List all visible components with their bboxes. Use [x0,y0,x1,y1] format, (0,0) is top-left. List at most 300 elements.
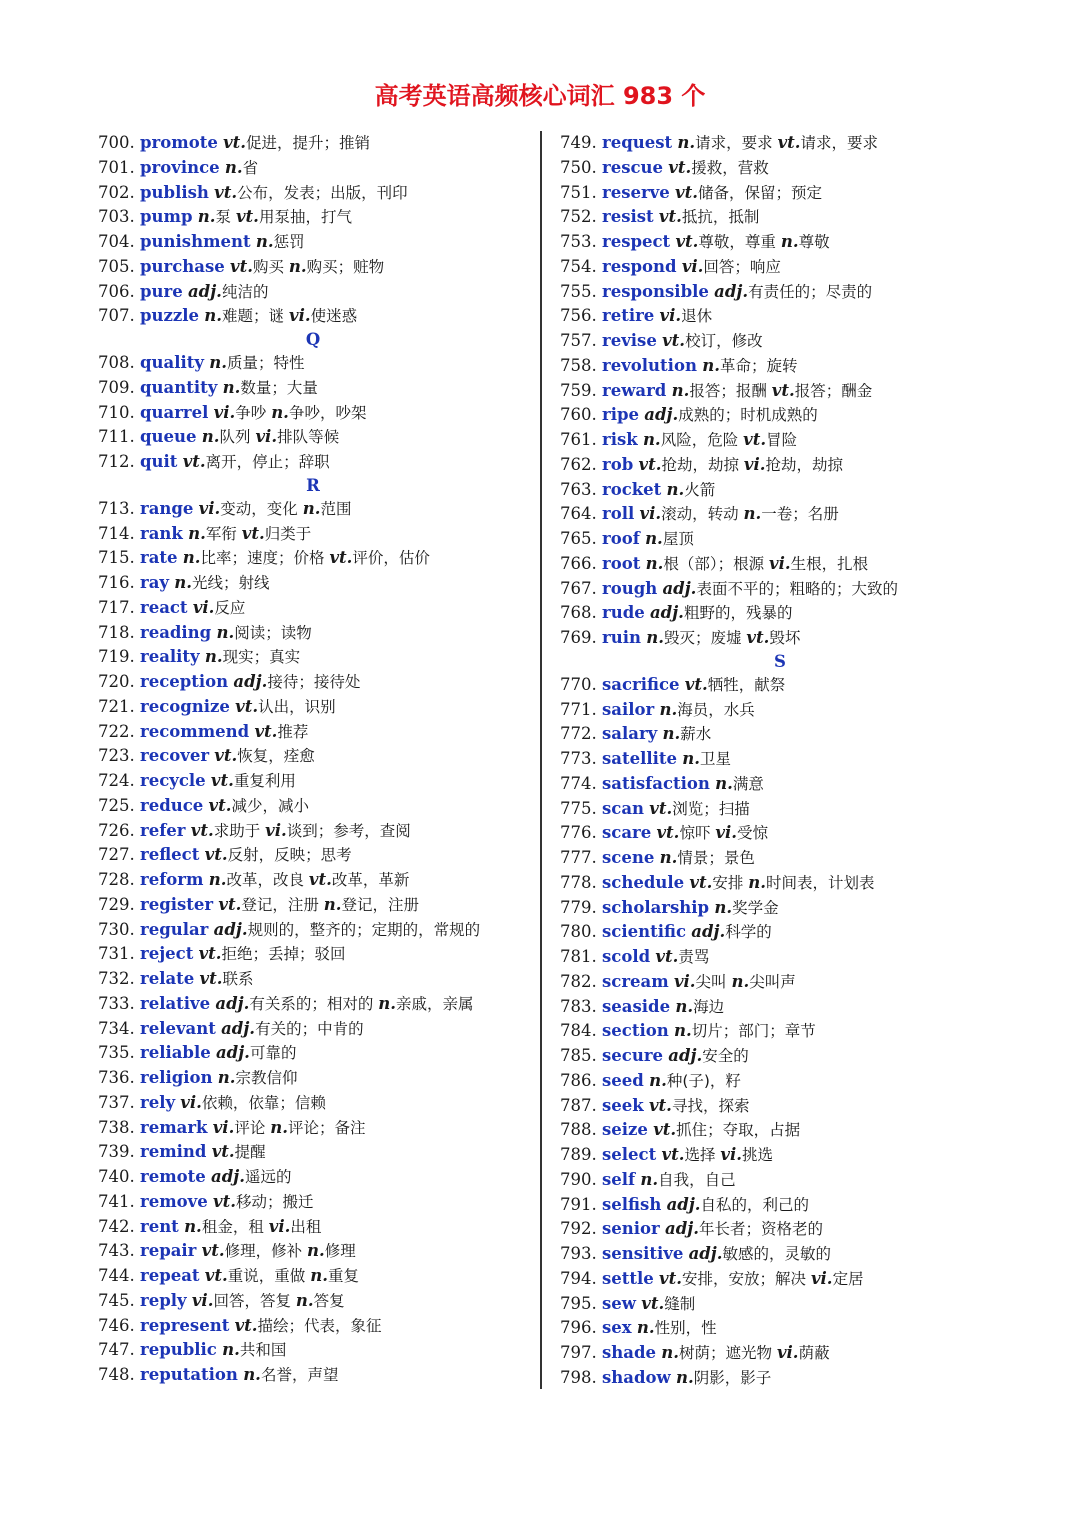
vocab-entry [98,1314,528,1339]
part-of-speech: n. [702,355,720,375]
definition: 海员，水兵 [677,700,755,719]
entry-number: 756. [560,306,597,326]
definition: 遥远的 [244,1168,292,1186]
entry-number: 797. [560,1343,597,1362]
entry-word: satisfaction [602,773,710,793]
part-of-speech: vi. [810,1268,833,1288]
part-of-speech: n. [715,773,733,793]
part-of-speech: vt. [655,947,679,966]
definition: 荫蔽 [798,1344,830,1362]
definition: 争吵 [235,403,272,422]
definition: 推荐 [277,722,309,741]
part-of-speech: n. [310,1266,328,1285]
entry-number: 783. [560,996,597,1016]
vocab-entry [98,794,528,819]
definition: 求助于 [213,821,266,840]
vocab-entry [560,797,1000,822]
entry-number: 768. [560,603,597,623]
entry-word: revise [602,331,657,350]
definition: 退休 [681,307,713,326]
entry-number: 793. [560,1244,597,1263]
entry-word: request [602,133,673,152]
vocab-entry [98,967,528,992]
definition: 毁坏 [769,629,801,647]
entry-number: 723. [98,746,135,766]
part-of-speech: n. [307,1241,325,1261]
part-of-speech: n. [645,553,664,573]
entry-word: pump [140,207,193,227]
entry-word: recommend [140,721,250,741]
part-of-speech: n. [675,1367,694,1387]
vocab-entry [560,131,1000,156]
vocab-entry [98,645,528,670]
part-of-speech: vi. [639,504,662,524]
definition: 惊吓 [679,824,716,843]
entry-number: 765. [560,529,597,548]
definition: 泵 [215,208,236,227]
vocab-entry [98,425,528,450]
definition: 重复 [327,1267,359,1285]
definition: 评价，估价 [352,549,430,568]
entry-number: 724. [98,771,135,790]
definition: 缝制 [664,1294,696,1313]
entry-number: 733. [98,993,135,1013]
entry-number: 709. [98,377,135,397]
entry-word: reliable [140,1043,211,1063]
definition: 拒绝；丢掉；驳回 [221,945,346,964]
entry-word: province [140,157,220,177]
part-of-speech: n. [224,157,243,177]
definition: 公布，发表；出版，刊印 [237,183,408,202]
entry-number: 776. [560,823,597,843]
page-title: 高考英语高频核心词汇 983 个 [374,82,706,110]
definition: 科学的 [725,923,772,942]
part-of-speech: vt. [211,1142,235,1162]
definition: 比率；速度；价格 [200,549,330,568]
entry-word: self [602,1169,636,1189]
entry-word: section [602,1021,669,1041]
vocab-entry [560,527,1000,552]
entry-number: 730. [98,919,135,939]
part-of-speech: vt. [668,157,692,177]
vocab-entry [560,673,1000,698]
definition: 安排 [712,873,749,892]
vocab-entry [98,843,528,868]
part-of-speech: n. [174,573,192,592]
entry-word: relative [140,993,211,1013]
definition: 卫星 [700,750,732,768]
definition: 牺牲，献祭 [707,675,786,694]
entry-word: remind [140,1142,207,1162]
vocab-entry [98,1140,528,1165]
entry-number: 722. [98,721,135,741]
entry-word: reject [140,944,194,964]
part-of-speech: adj. [691,922,726,942]
definition: 评论 [234,1118,271,1137]
entry-number: 772. [560,724,597,744]
vocab-entry [98,401,528,426]
entry-word: rate [140,548,178,568]
entry-number: 796. [560,1318,597,1338]
vocab-entry [98,1239,528,1264]
vocab-entry [560,230,1000,255]
entry-word: retire [602,306,655,326]
vocab-entry [98,596,528,621]
entry-number: 790. [560,1169,597,1189]
entry-word: reputation [140,1365,238,1384]
vocab-entry [98,546,528,571]
vocab-entry [98,744,528,769]
vocab-entry [560,1193,1000,1218]
definition: 登记，注册 [241,895,324,914]
definition: 根（部）；根源 [663,554,770,573]
entry-number: 743. [98,1241,135,1261]
entry-number: 749. [560,133,597,152]
vocab-entry [560,428,1000,453]
entry-word: sensitive [602,1244,684,1263]
part-of-speech: vt. [230,256,253,276]
part-of-speech: n. [288,256,307,276]
part-of-speech: n. [649,1070,667,1090]
part-of-speech: vt. [653,1120,677,1140]
part-of-speech: vt. [656,823,680,843]
part-of-speech: n. [243,1365,261,1384]
definition: 登记，注册 [341,895,420,914]
vocab-entry [560,1069,1000,1094]
definition: 恢复，痊愈 [237,747,315,766]
part-of-speech: n. [645,529,663,548]
vocab-entry [98,942,528,967]
entry-word: rob [602,454,634,474]
entry-word: sacrifice [602,674,680,694]
definition: 定居 [832,1269,864,1288]
entry-number: 740. [98,1167,135,1186]
definition: 时间表，计划表 [766,873,875,892]
vocab-entry [560,304,1000,329]
part-of-speech: vt. [214,182,238,202]
definition: 购买 [252,257,289,276]
definition: 队列 [219,428,256,447]
entry-word: scientific [602,922,687,942]
definition: 尊敬，尊重 [698,233,781,251]
part-of-speech: vt. [190,820,214,840]
entry-word: seed [602,1070,644,1090]
definition: 尖叫 [695,972,732,991]
part-of-speech: vi. [720,1145,742,1164]
entry-word: select [602,1145,657,1164]
entry-number: 739. [98,1142,135,1162]
definition: 海边 [693,997,725,1016]
part-of-speech: adj. [215,1043,250,1063]
vocab-entry [560,821,1000,846]
entry-word: quality [140,353,204,372]
definition: 改革，革新 [331,871,410,889]
entry-number: 731. [98,944,135,964]
definition: 促进，提升；推销 [246,134,371,152]
definition: 现实；真实 [222,648,301,667]
vocab-entry [560,772,1000,797]
entry-word: reduce [140,795,204,815]
entry-word: seize [602,1120,648,1140]
vocab-entry [98,1338,528,1363]
entry-number: 784. [560,1021,597,1041]
entry-number: 791. [560,1194,597,1214]
entry-number: 795. [560,1293,597,1313]
vocab-entry [560,1217,1000,1242]
definition: 校订，修改 [685,332,763,350]
part-of-speech: adj. [233,672,268,691]
entry-number: 767. [560,578,597,598]
entry-word: settle [602,1268,654,1288]
part-of-speech: vt. [662,331,686,350]
part-of-speech: adj. [666,1194,701,1214]
entry-word: rescue [602,157,664,177]
definition: 质量；特性 [226,354,305,372]
vocab-entry [98,1041,528,1066]
part-of-speech: n. [636,1318,655,1338]
entry-number: 769. [560,628,597,647]
vocab-entry [560,626,1000,651]
vocab-entry [560,205,1000,230]
entry-word: scholarship [602,897,710,917]
entry-number: 704. [98,232,135,251]
part-of-speech: n. [323,894,342,914]
definition: 表面不平的；粗略的；大致的 [696,579,898,598]
entry-word: sew [602,1293,636,1313]
definition: 安全的 [702,1047,749,1065]
definition: 屋顶 [662,530,694,548]
part-of-speech: adj. [644,405,679,425]
definition: 生根，扎根 [790,554,869,573]
entry-word: repair [140,1241,197,1261]
vocab-entry [560,1143,1000,1168]
vocab-entry [560,722,1000,747]
entry-number: 753. [560,232,597,251]
part-of-speech: n. [197,207,216,227]
part-of-speech: n. [208,870,227,889]
part-of-speech: adj. [665,1219,699,1239]
entry-word: resist [602,207,654,227]
part-of-speech: n. [659,848,678,867]
part-of-speech: n. [666,479,685,499]
definition: 树荫；遮光物 [679,1344,777,1362]
entry-word: regular [140,919,209,939]
vocab-entry [98,720,528,745]
part-of-speech: n. [731,971,750,991]
definition: 自我，自己 [658,1170,736,1189]
entry-word: shade [602,1343,657,1362]
part-of-speech: vt. [638,454,662,474]
definition: 毁灭；废墟 [663,629,747,647]
part-of-speech: vt. [198,944,222,964]
part-of-speech: adj. [714,281,749,301]
part-of-speech: vt. [658,207,682,227]
entry-word: relate [140,969,195,988]
entry-word: puzzle [140,306,200,326]
part-of-speech: n. [255,232,274,251]
entry-number: 781. [560,947,597,966]
vocab-entry [98,670,528,695]
definition: 安排，安放；解决 [682,1269,811,1288]
entry-word: reading [140,622,212,642]
entry-number: 773. [560,749,597,768]
entry-word: secure [602,1046,664,1065]
entry-number: 737. [98,1092,135,1112]
entry-word: roof [602,529,640,548]
part-of-speech: n. [673,1021,692,1041]
entry-number: 747. [98,1340,135,1360]
definition: 风险，危险 [660,431,744,449]
entry-number: 754. [560,256,597,276]
entry-number: 736. [98,1068,135,1087]
entry-number: 702. [98,182,135,202]
vocab-entry [98,571,528,596]
part-of-speech: adj. [211,1167,245,1186]
vocab-entry [560,502,1000,527]
definition: 受惊 [736,824,768,843]
vocab-entry [560,552,1000,577]
part-of-speech: vt. [684,674,708,694]
section-letter: S [774,651,786,671]
entry-number: 706. [98,281,135,301]
entry-number: 700. [98,133,135,152]
definition: 减少，减小 [231,796,310,815]
entry-word: purchase [140,256,225,276]
part-of-speech: vt. [235,696,259,716]
definition: 排队等候 [277,428,340,447]
part-of-speech: n. [659,699,678,719]
entry-word: satellite [602,749,678,768]
entry-word: rank [140,523,183,543]
definition: 成熟的；时机成熟的 [678,406,818,425]
part-of-speech: vi. [268,1216,291,1236]
entry-number: 728. [98,870,135,889]
entry-word: recognize [140,696,230,716]
vocab-column-right [560,131,1000,1391]
definition: 修理，修补 [224,1242,308,1261]
definition: 光线；射线 [191,574,270,592]
entry-word: rent [140,1216,179,1236]
definition: 移动；搬迁 [235,1192,314,1211]
vocab-entry [560,896,1000,921]
part-of-speech: vt. [771,380,795,400]
part-of-speech: vt. [777,133,801,152]
definition: 惩罚 [273,233,305,251]
entry-number: 746. [98,1315,135,1335]
part-of-speech: vt. [689,872,713,892]
entry-number: 703. [98,207,135,227]
part-of-speech: vi. [191,1290,214,1310]
definition: 奖学金 [732,898,779,917]
definition: 用泵抽，打气 [258,208,352,227]
entry-number: 732. [98,969,135,988]
entry-number: 759. [560,380,597,400]
definition: 名誉，声望 [260,1366,339,1384]
definition: 责骂 [678,948,710,966]
definition: 储备，保留；预定 [697,183,822,202]
entry-number: 755. [560,281,597,301]
definition: 可靠的 [249,1044,297,1063]
vocab-entry [98,156,528,181]
entry-word: ruin [602,628,641,647]
vocab-entry [560,1366,1000,1391]
vocab-entry [98,351,528,376]
definition: 军衔 [205,524,242,543]
definition: 薪水 [680,725,712,744]
entry-word: scene [602,848,655,867]
column-divider [540,131,542,1389]
entry-word: relevant [140,1018,216,1038]
entry-word: remote [140,1167,206,1186]
entry-number: 744. [98,1266,135,1285]
part-of-speech: n. [271,402,289,422]
definition: 请求，要求 [695,134,778,152]
part-of-speech: vi. [743,454,766,474]
definition: 评论；备注 [288,1118,366,1137]
part-of-speech: n. [743,504,762,524]
part-of-speech: vi. [213,402,236,422]
entry-number: 748. [98,1365,135,1384]
vocab-entry [98,376,528,401]
entry-number: 742. [98,1216,135,1236]
part-of-speech: n. [748,872,767,892]
entry-number: 741. [98,1191,135,1211]
vocab-entry [98,1289,528,1314]
definition: 重复利用 [233,772,296,790]
part-of-speech: vt. [199,969,223,988]
definition: 有关的；中肯的 [255,1019,364,1038]
definition: 回答，答复 [213,1291,296,1310]
part-of-speech: n. [646,628,664,647]
vocab-entry [560,1118,1000,1143]
entry-word: reward [602,380,667,400]
vocab-entry [98,918,528,943]
vocab-entry [560,871,1000,896]
vocab-entry [98,621,528,646]
part-of-speech: vi. [715,823,737,843]
definition: 援救，营救 [691,158,769,177]
definition: 谈到；参考，查阅 [286,821,411,840]
part-of-speech: vt. [234,1315,258,1335]
part-of-speech: vi. [255,427,278,447]
part-of-speech: adj. [215,993,250,1013]
entry-number: 794. [560,1268,597,1288]
part-of-speech: vt. [182,452,206,471]
entry-word: reply [140,1290,187,1310]
part-of-speech: n. [642,430,661,449]
entry-number: 775. [560,798,597,818]
vocab-entry [560,1341,1000,1366]
definition: 寻找，探索 [671,1096,750,1115]
part-of-speech: vt. [641,1293,665,1313]
entry-word: quit [140,452,178,471]
entry-word: quantity [140,377,218,397]
vocab-entry [560,453,1000,478]
part-of-speech: n. [182,548,201,568]
definition: 革命；旋转 [719,356,798,375]
entry-number: 745. [98,1290,135,1310]
definition: 敏感的，灵敏的 [722,1245,832,1263]
vocab-entry [98,304,528,329]
part-of-speech: vt. [214,746,238,766]
entry-word: root [602,553,641,573]
entry-word: reception [140,672,229,691]
entry-number: 735. [98,1043,135,1063]
vocab-entry [98,1017,528,1042]
part-of-speech: vt. [648,1095,672,1115]
vocab-entry [98,450,528,475]
vocab-entry [98,280,528,305]
